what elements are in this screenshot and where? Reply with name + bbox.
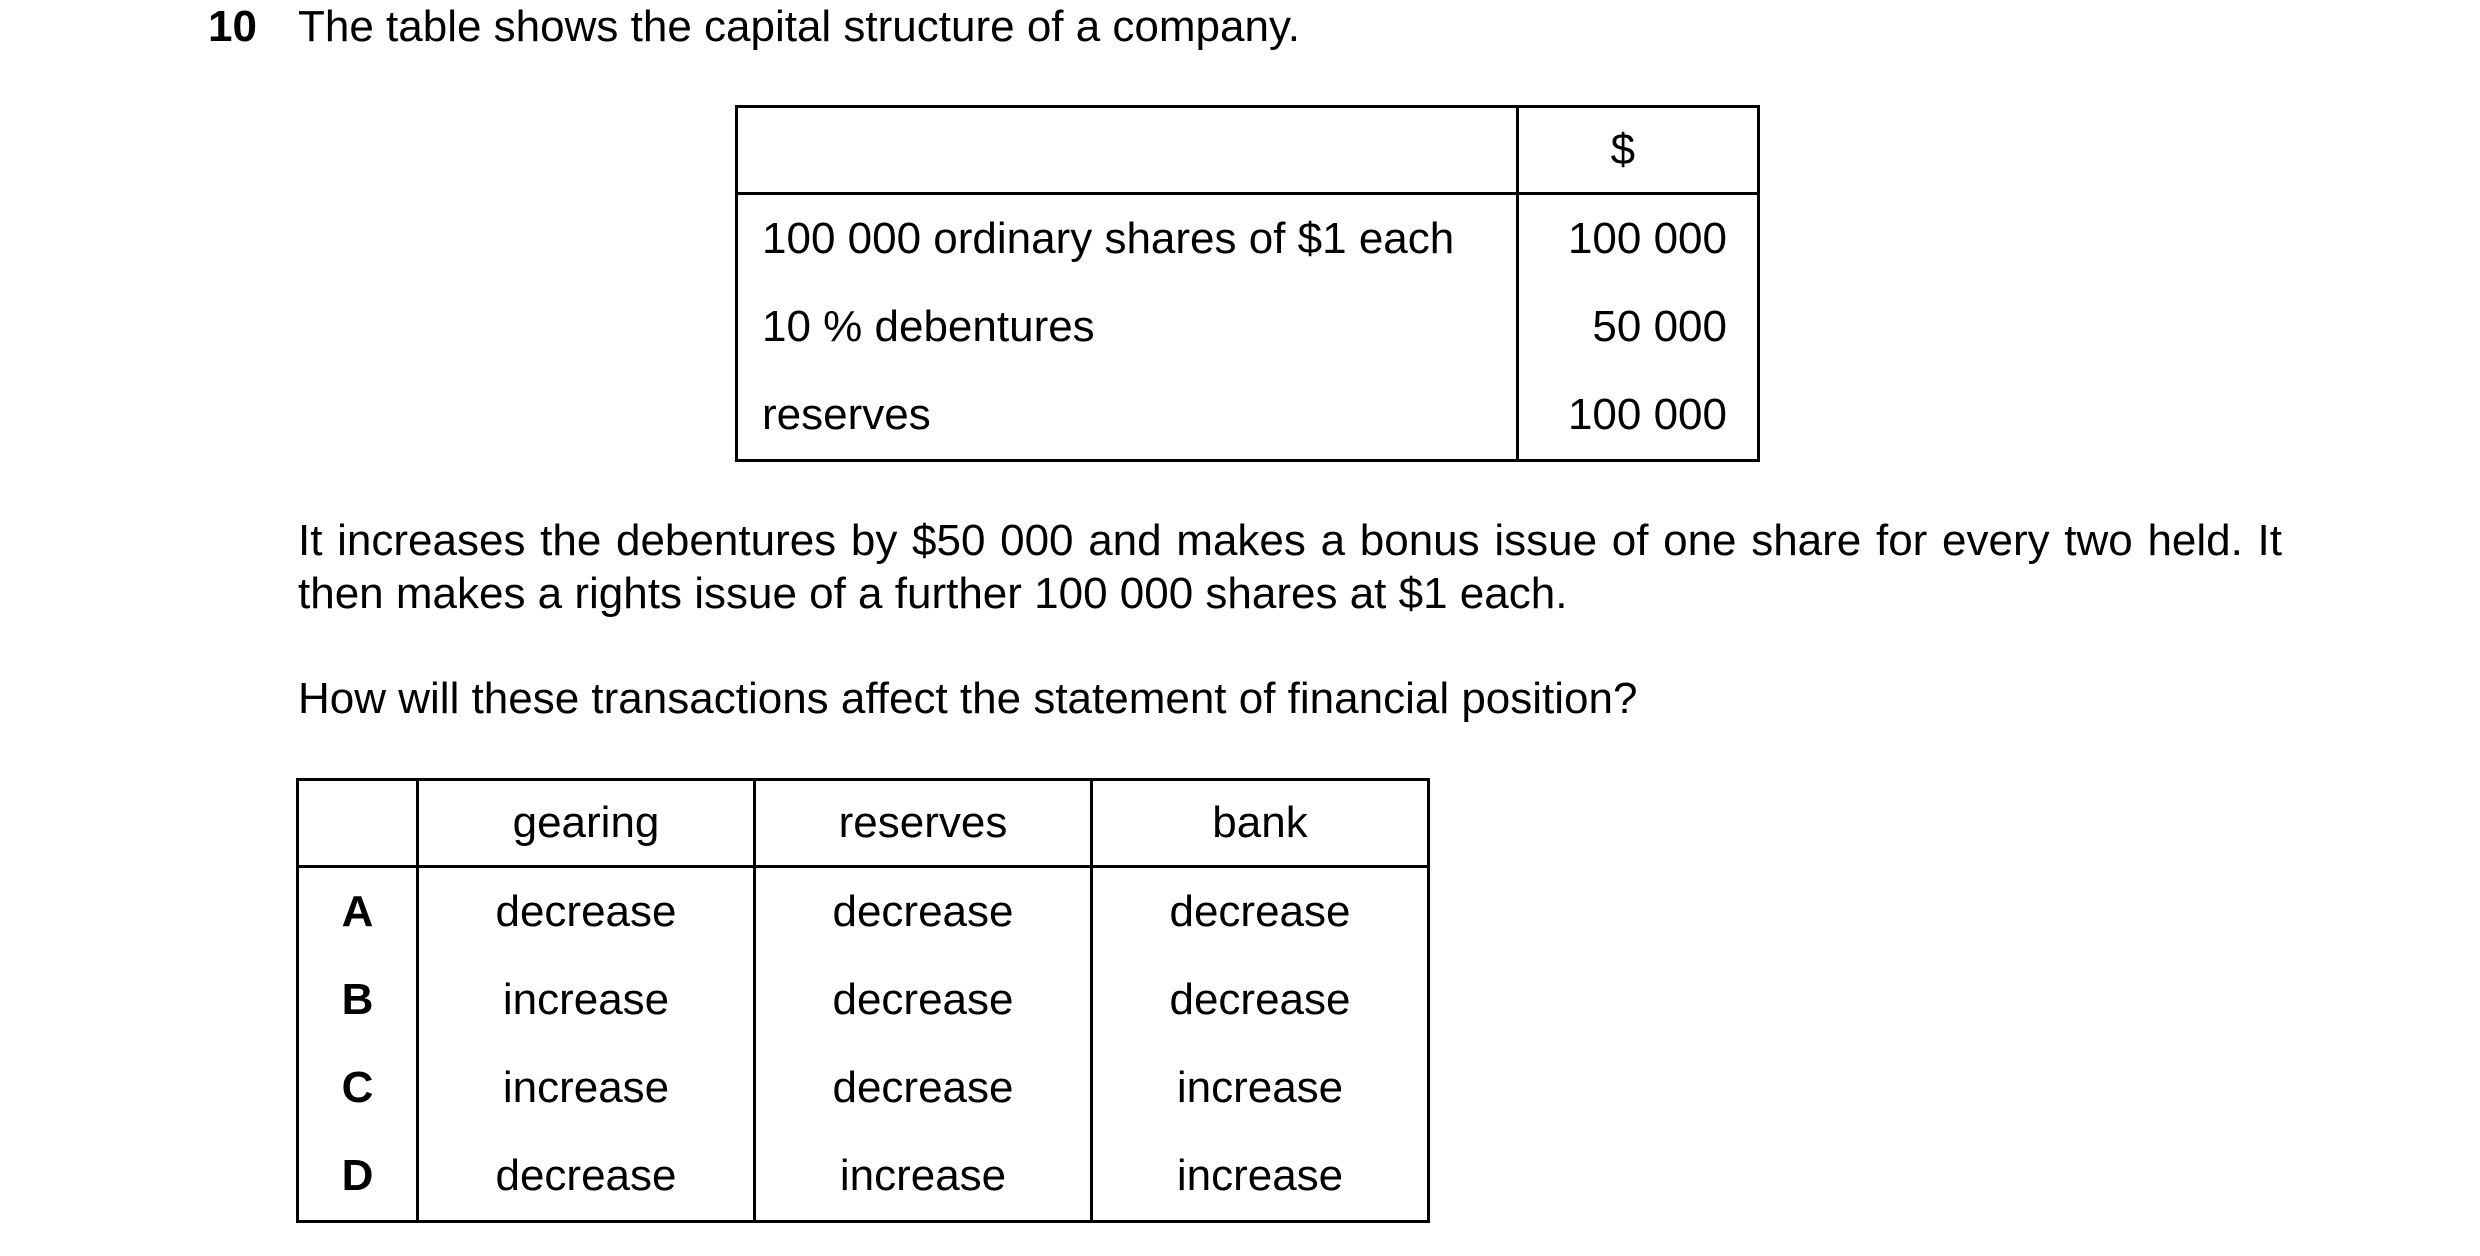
capital-item: 10 % debentures: [737, 283, 1518, 371]
capital-item: 100 000 ordinary shares of $1 each: [737, 194, 1518, 284]
option-row-b[interactable]: [298, 956, 1429, 1044]
header-bank: bank: [1092, 780, 1429, 867]
option-gearing: decrease: [418, 1132, 755, 1222]
question-prompt: How will these transactions affect the statement of financial position?: [298, 674, 1638, 723]
option-row-c[interactable]: [298, 1044, 1429, 1132]
question-number: 10: [208, 2, 257, 51]
option-gearing: increase: [418, 1044, 755, 1132]
capital-table-blank-header: [737, 107, 1518, 194]
option-bank: decrease: [1092, 867, 1429, 957]
header-reserves: reserves: [755, 780, 1092, 867]
capital-item: reserves: [737, 371, 1518, 461]
option-letter[interactable]: D: [298, 1132, 418, 1222]
option-reserves: decrease: [755, 867, 1092, 957]
capital-structure-table: [735, 105, 1760, 462]
option-reserves: increase: [755, 1132, 1092, 1222]
option-reserves: decrease: [755, 1044, 1092, 1132]
question-stem: The table shows the capital structure of a company.: [298, 2, 1300, 51]
header-gearing: gearing: [418, 780, 755, 867]
option-bank: increase: [1092, 1132, 1429, 1222]
capital-amount: 100 000: [1517, 194, 1758, 284]
capital-table-header-row: [737, 107, 1759, 194]
capital-table-row: [737, 371, 1759, 461]
option-letter[interactable]: B: [298, 956, 418, 1044]
option-gearing: decrease: [418, 867, 755, 957]
option-row-d[interactable]: [298, 1132, 1429, 1222]
option-letter[interactable]: A: [298, 867, 418, 957]
options-blank-header: [298, 780, 418, 867]
capital-amount: 50 000: [1517, 283, 1758, 371]
currency-header: $: [1517, 107, 1758, 194]
transactions-paragraph: It increases the debentures by $50 000 and makes a bonus issue of one share for every two held. It then makes a rights issue of a further 100 000 shares at $1 each.: [298, 516, 2282, 618]
capital-table-row: [737, 283, 1759, 371]
option-letter[interactable]: C: [298, 1044, 418, 1132]
option-row-a[interactable]: [298, 867, 1429, 957]
option-bank: decrease: [1092, 956, 1429, 1044]
capital-amount: 100 000: [1517, 371, 1758, 461]
answer-options-table: [296, 778, 1430, 1223]
option-reserves: decrease: [755, 956, 1092, 1044]
capital-table-row: [737, 194, 1759, 284]
options-header-row: [298, 780, 1429, 867]
option-gearing: increase: [418, 956, 755, 1044]
option-bank: increase: [1092, 1044, 1429, 1132]
